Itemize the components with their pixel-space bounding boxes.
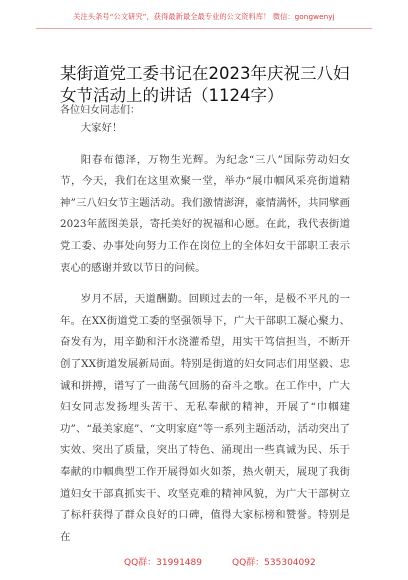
header-divider: [36, 28, 372, 29]
header-banner-text: 关注头条号“公文研究”，获得最新最全最专业的公文资料库！ 微信：gongwenyj: [73, 12, 335, 21]
header-banner: [0, 0, 408, 38]
greeting: 各位妇女同志们：: [60, 105, 140, 116]
document-body: [60, 118, 350, 548]
document-title: 某街道党工委书记在2023年庆祝三八妇女节活动上的讲话（1124字）: [60, 64, 350, 106]
footer-qq-group-2: QQ群：535304092: [232, 558, 316, 568]
paragraph: 阳春布德泽，万物生光辉。为纪念“三八”国际劳动妇女节，今天，我们在这里欢聚一堂，举办“展巾帼风采亮街道精神”三八妇女节主题活动。我们激情澎湃，豪情满怀，共同擘画2023年蓝图美景，寄托美好的祝福和心愿。在此，我代表街道党工委、办事处向努力工作在岗位上的全体妇女干部职工表示衷心的感谢并致以节日的问候。: [60, 153, 350, 274]
paragraph: 岁月不居，天道酬勤。回顾过去的一年，是极不平凡的一年。在XX街道党工委的坚强领导下，广大干部职工凝心聚力、奋发有为，用辛勤和汗水浇灌希望，用实干笃信担当，不断开创了XX街道发展新局面。特别是街道的妇女同志们用坚毅、忠诚和拼搏，谱写了一曲荡气回肠的奋斗之歌。在工作中，广大妇女同志发扬埋头苦干、无私奉献的精神，开展了“巾帼建功”、“最美家庭”、“文明家庭”等一系列主题活动，活动突出了实效、突出了质量，突出了特色、涌现出一些真诚为民、乐于奉献的巾帼典型工作开展得如火如荼，热火朝天，展现了我街道妇女干部真抓实干、攻坚克难的精神风貌，为广大干部树立了标杆获得了群众良好的口碑，值得大家标榜和赞誉。特别是在: [60, 293, 350, 543]
footer: [0, 555, 408, 571]
footer-qq-group-1: QQ群：31991489: [124, 558, 202, 568]
paragraph: 大家好！: [80, 122, 123, 134]
